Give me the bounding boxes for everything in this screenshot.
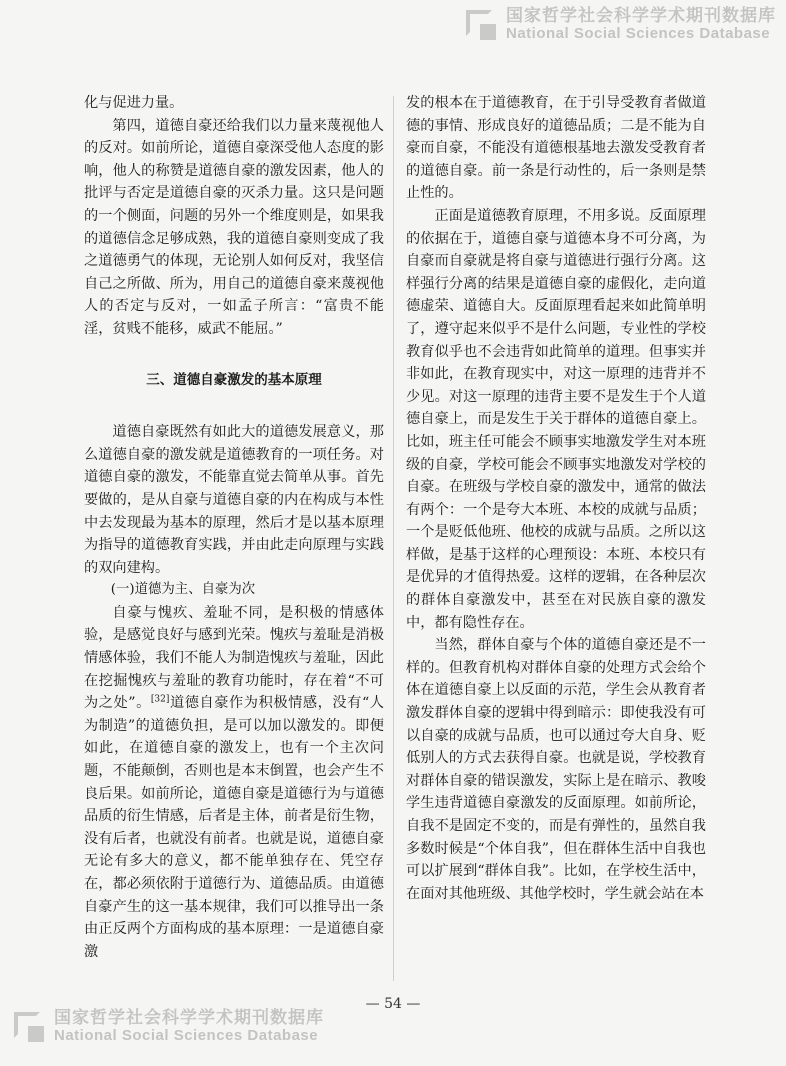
paragraph: 当然，群体自豪与个体的道德自豪还是不一样的。但教育机构对群体自豪的处理方式会给个体在道德自豪上以反面的示范，学生会从教育者激发群体自豪的逻辑中得到暗示：即使我没有可以自豪的成就与品质，也可以通过夸大自身、贬低别人的方式去获得自豪。也就是说，学校教育对群体自豪的错误激发，实际上是在暗示、教唆学生违背道德自豪激发的反面原理。如前所论，自我不是固定不变的，而是有弹性的，虽然自我多数时候是“个体自我”，但在群体生活中自我也可以扩展到“群体自我”。比如，在学校生活中，在面对其他班级、其他学校时，学生就会站在本 — [406, 637, 706, 902]
left-column — [84, 92, 384, 963]
paragraph: 化与促进力量。 — [84, 95, 184, 111]
paragraph: 正面是道德教育原理，不用多说。反面原理的依据在于，道德自豪与道德本身不可分离，为自豪而自豪就是将自豪与道德进行强行分离。这样强行分离的结果是道德自豪的虚假化，走向道德虚荣、道德自大。反面原理看起来如此简单明了，遵守起来似乎不是什么问题，专业性的学校教育似乎也不会违背如此简单的道理。但事实并非如此，在教育现实中，对这一原理的违背并不少见。对这一原理的违背主要不是发生于个人道德自豪上，而是发生于关于群体的道德自豪上。比如，班主任可能会不顾事实地激发学生对本班级的自豪，学校可能会不顾事实地激发对学校的自豪。在班级与学校自豪的激发中，通常的做法有两个：一个是夸大本班、本校的成就与品质；一个是贬低他班、他校的成就与品质。之所以这样做，是基于这样的心理预设：本班、本校只有是优异的才值得热爱。这样的逻辑，在各种层次的群体自豪激发中，甚至在对民族自豪的激发中，都有隐性存在。 — [406, 207, 706, 631]
watermark-en: National Social Sciences Database — [54, 1026, 319, 1044]
paragraph-text: 自豪与愧疚、羞耻不同，是积极的情感体验，是感觉良好与感到光荣。愧疚与羞耻是消极情感体验，我们不能人为制造愧疚与羞耻，因此在挖掘愧疚与羞耻的教育功能时，存在着“不可为之处”。 — [84, 604, 384, 712]
subsection-heading: (一)道德为主、自豪为次 — [110, 582, 256, 598]
section-heading: 三、道德自豪激发的基本原理 — [146, 371, 322, 388]
watermark-logo-top — [466, 8, 776, 42]
column-divider — [393, 96, 394, 981]
watermark-cn: 国家哲学社会科学学术期刊数据库 — [506, 6, 776, 26]
paragraph — [84, 602, 384, 964]
watermark-logo-bottom — [14, 1010, 324, 1044]
page-number: — 54 — — [365, 996, 421, 1012]
right-column — [406, 92, 706, 905]
citation-ref: [32] — [150, 694, 170, 705]
database-logo-icon — [466, 10, 496, 40]
watermark-cn: 国家哲学社会科学学术期刊数据库 — [54, 1008, 324, 1028]
paragraph-text: 道德自豪作为积极情感，没有“人为制造”的道德负担，是可以加以激发的。即便如此，在道德自豪的激发上，也有一个主次问题，不能颠倒，否则也是本末倒置，也会产生不良后果。如前所论，道德自豪是道德行为与道德品质的衍生情感，后者是主体，前者是衍生物，没有后者，也就没有前者。也就是说，道德自豪无论有多大的意义，都不能单独存在、凭空存在，都必须依附于道德行为、道德品质。由道德自豪产生的这一基本规律，我们可以推导出一条由正反两个方面构成的基本原理：一是道德自豪激 — [84, 695, 384, 960]
watermark-en: National Social Sciences Database — [506, 24, 771, 42]
database-logo-icon — [14, 1012, 44, 1042]
paragraph: 第四，道德自豪还给我们以力量来蔑视他人的反对。如前所论，道德自豪深受他人态度的影响，他人的称赞是道德自豪的激发因素，他人的批评与否定是道德自豪的灭杀力量。这只是问题的一个侧面，问题的另外一个维度则是，如果我的道德信念足够成熟，我的道德自豪则变成了我之道德勇气的体现，无论别人如何反对，我坚信自己之所做、所为，用自己的道德自豪来蔑视他人的否定与反对，一如孟子所言：“富贵不能淫，贫贱不能移，威武不能屈。” — [84, 117, 384, 337]
paragraph: 发的根本在于道德教育，在于引导受教育者做道德的事情、形成良好的道德品质；二是不能为自豪而自豪，不能没有道德根基地去激发受教育者的道德自豪。前一条是行动性的，后一条则是禁止性的。 — [406, 95, 706, 202]
paragraph: 道德自豪既然有如此大的道德发展意义，那么道德自豪的激发就是道德教育的一项任务。对道德自豪的激发，不能靠直觉去简单从事。首先要做的，是从自豪与道德自豪的内在构成与本性中去发现最为基本的原理，然后才是以基本原理为指导的道德教育实践，并由此走向原理与实践的双向建构。 — [84, 424, 384, 576]
